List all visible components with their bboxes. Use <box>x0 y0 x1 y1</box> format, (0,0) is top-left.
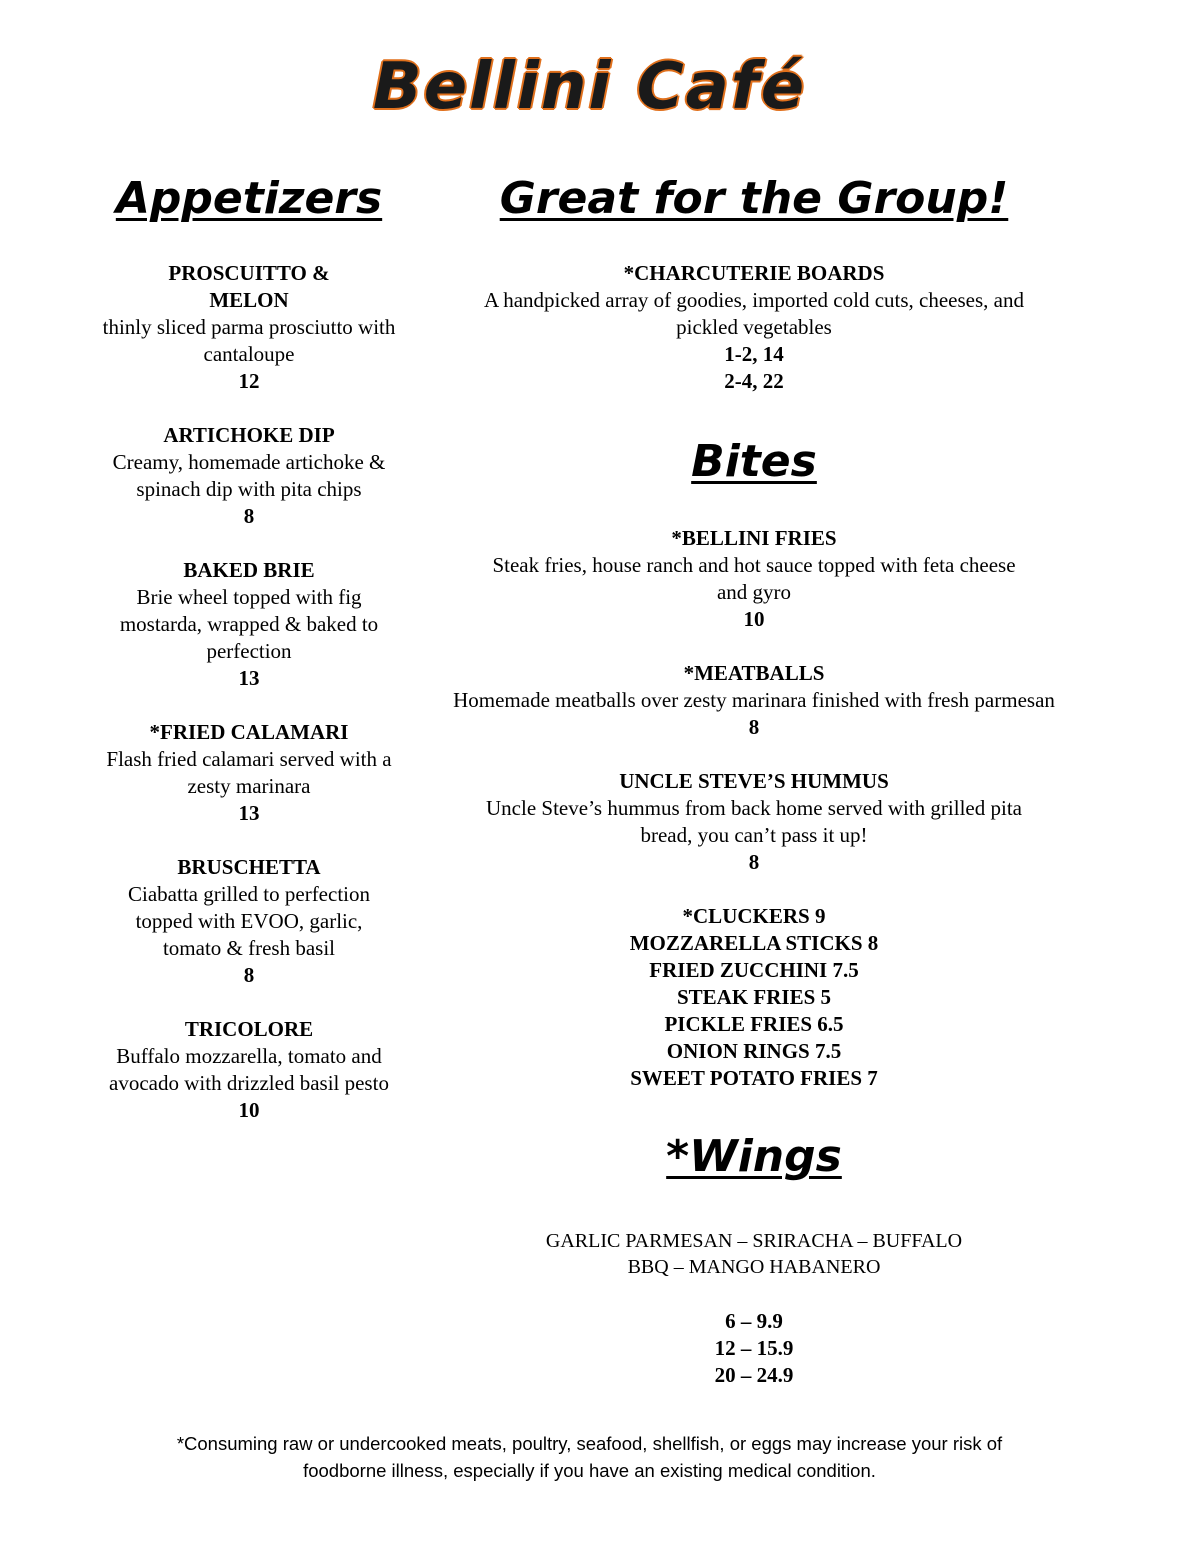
charcuterie-item <box>440 260 1068 395</box>
item-name: *MEATBALLS <box>683 661 825 685</box>
appetizers-list <box>100 260 398 1124</box>
menu-item <box>100 422 398 530</box>
item-price: 13 <box>238 666 260 690</box>
item-name: BAKED BRIE <box>183 558 315 582</box>
group-heading: Great for the Group! <box>499 173 1009 224</box>
item-price: 8 <box>243 504 255 528</box>
flavor-line: GARLIC PARMESAN – SRIRACHA – BUFFALO <box>545 1230 963 1252</box>
sides-list <box>440 903 1068 1092</box>
item-name: ARTICHOKE DIP <box>163 423 335 447</box>
menu-item <box>100 854 398 989</box>
item-price: 8 <box>243 963 255 987</box>
item-price: 8 <box>748 850 760 874</box>
item-price: 13 <box>238 801 260 825</box>
item-name: BRUSCHETTA <box>177 855 321 879</box>
right-column <box>440 168 1068 1389</box>
item-name: UNCLE STEVE’S HUMMUS <box>619 769 889 793</box>
item-description: Uncle Steve’s hummus from back home served with grilled pita bread, you can’t pass it up! <box>486 796 1022 847</box>
restaurant-title: Bellini Café <box>372 50 807 124</box>
side-item: STEAK FRIES 5 <box>676 985 832 1009</box>
wings-prices <box>440 1308 1068 1389</box>
side-item: MOZZARELLA STICKS 8 <box>629 931 879 955</box>
item-name: TRICOLORE <box>184 1017 314 1041</box>
item-name: PROSCUITTO & MELON <box>168 261 330 312</box>
side-item: ONION RINGS 7.5 <box>666 1039 842 1063</box>
wing-price: 12 – 15.9 <box>714 1336 794 1360</box>
menu-item <box>100 719 398 827</box>
wings-heading: *Wings <box>666 1131 842 1182</box>
menu-item <box>440 768 1068 876</box>
side-item: SWEET POTATO FRIES 7 <box>630 1066 878 1090</box>
bites-heading: Bites <box>691 436 817 487</box>
wing-price: 6 – 9.9 <box>725 1309 783 1333</box>
disclaimer-line: foodborne illness, especially if you have an existing medical condition. <box>303 1460 876 1481</box>
appetizers-heading: Appetizers <box>115 173 383 224</box>
item-name: *BELLINI FRIES <box>671 526 837 550</box>
menu-item <box>100 557 398 692</box>
item-price: 10 <box>238 1098 260 1122</box>
item-price: 12 <box>238 369 260 393</box>
item-price: 2-4, 22 <box>724 369 784 393</box>
bites-list <box>440 525 1068 1092</box>
item-description: thinly sliced parma prosciutto with cantaloupe <box>102 315 396 366</box>
item-name: *FRIED CALAMARI <box>149 720 349 744</box>
health-disclaimer <box>60 1430 1119 1484</box>
wing-price: 20 – 24.9 <box>714 1363 794 1387</box>
wings-flavors <box>440 1228 1068 1280</box>
flavor-line: BBQ – MANGO HABANERO <box>627 1256 881 1278</box>
item-name: *CHARCUTERIE BOARDS <box>623 261 885 285</box>
item-price: 8 <box>748 715 760 739</box>
disclaimer-line: *Consuming raw or undercooked meats, poultry, seafood, shellfish, or eggs may increase your risk of <box>176 1433 1003 1454</box>
item-description: Flash fried calamari served with a zesty marinara <box>106 747 392 798</box>
appetizers-column <box>100 168 398 1151</box>
side-item: FRIED ZUCCHINI 7.5 <box>649 958 859 982</box>
item-description: Creamy, homemade artichoke & spinach dip with pita chips <box>112 450 386 501</box>
item-description: Buffalo mozzarella, tomato and avocado with drizzled basil pesto <box>109 1044 389 1095</box>
item-description: Ciabatta grilled to perfection topped with EVOO, garlic, tomato & fresh basil <box>128 882 370 960</box>
item-description: A handpicked array of goodies, imported cold cuts, cheeses, and pickled vegetables <box>483 288 1024 339</box>
item-price: 10 <box>743 607 765 631</box>
menu-item <box>100 1016 398 1124</box>
menu-item <box>440 525 1068 633</box>
item-description: Homemade meatballs over zesty marinara finished with fresh parmesan <box>453 688 1055 712</box>
side-item: PICKLE FRIES 6.5 <box>664 1012 844 1036</box>
menu-item <box>100 260 398 395</box>
item-price: 1-2, 14 <box>724 342 784 366</box>
menu-item <box>440 660 1068 741</box>
item-description: Steak fries, house ranch and hot sauce topped with feta cheese and gyro <box>492 553 1016 604</box>
item-description: Brie wheel topped with fig mostarda, wrapped & baked to perfection <box>119 585 379 663</box>
side-item: *CLUCKERS 9 <box>682 904 826 928</box>
